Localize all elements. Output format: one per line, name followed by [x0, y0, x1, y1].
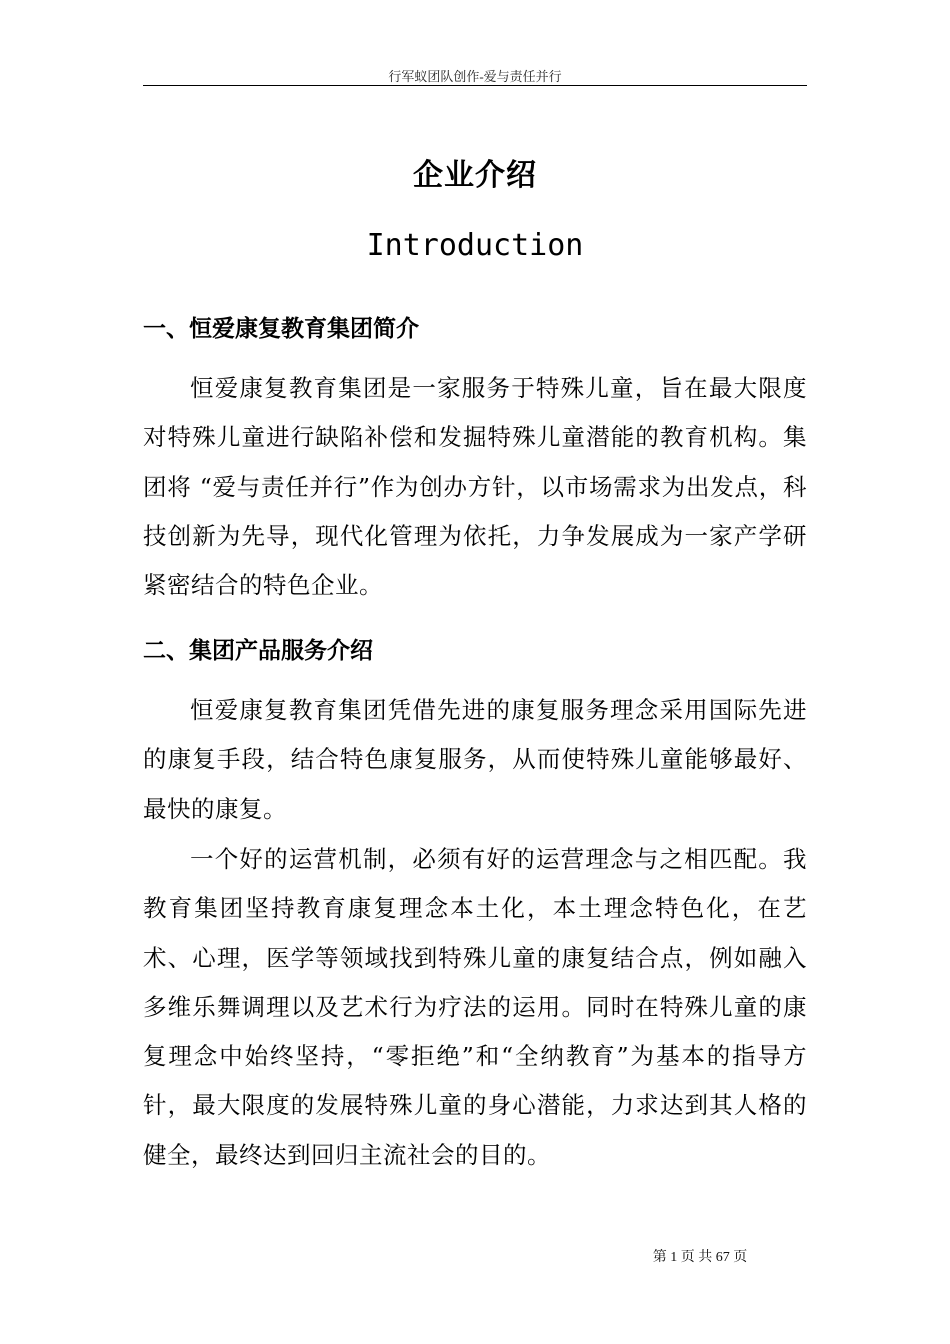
page-header: 行军蚁团队创作-爱与责任并行	[388, 69, 562, 84]
paragraph: 恒爱康复教育集团是一家服务于特殊儿童，旨在最大限度对特殊儿童进行缺陷补偿和发掘特殊儿童潜能的教育机构。集团将 “爱与责任并行”作为创办方针，以市场需求为出发点，科技创新为先导，现代化管理为依托，力争发展成为一家产学研紧密结合的特色企业。	[143, 374, 807, 600]
document-subtitle: Introduction	[366, 228, 584, 263]
paragraph: 一个好的运营机制，必须有好的运营理念与之相匹配。我教育集团坚持教育康复理念本土化，本土理念特色化，在艺术、心理，医学等领域找到特殊儿童的康复结合点，例如融入多维乐舞调理以及艺术行为疗法的运用。同时在特殊儿童的康复理念中始终坚持，“零拒绝”和“全纳教育”为基本的指导方针，最大限度的发展特殊儿童的身心潜能，力求达到其人格的健全，最终达到回归主流社会的目的。	[143, 845, 807, 1169]
section-heading: 一、恒爱康复教育集团简介	[143, 316, 419, 342]
document-title: 企业介绍	[413, 158, 537, 193]
section-heading: 二、集团产品服务介绍	[143, 638, 373, 664]
paragraph: 恒爱康复教育集团凭借先进的康复服务理念采用国际先进的康复手段，结合特色康复服务，从而使特殊儿童能够最好、最快的康复。	[143, 696, 807, 823]
header-divider	[143, 85, 807, 86]
page-number: 第 1 页 共 67 页	[652, 1250, 748, 1265]
